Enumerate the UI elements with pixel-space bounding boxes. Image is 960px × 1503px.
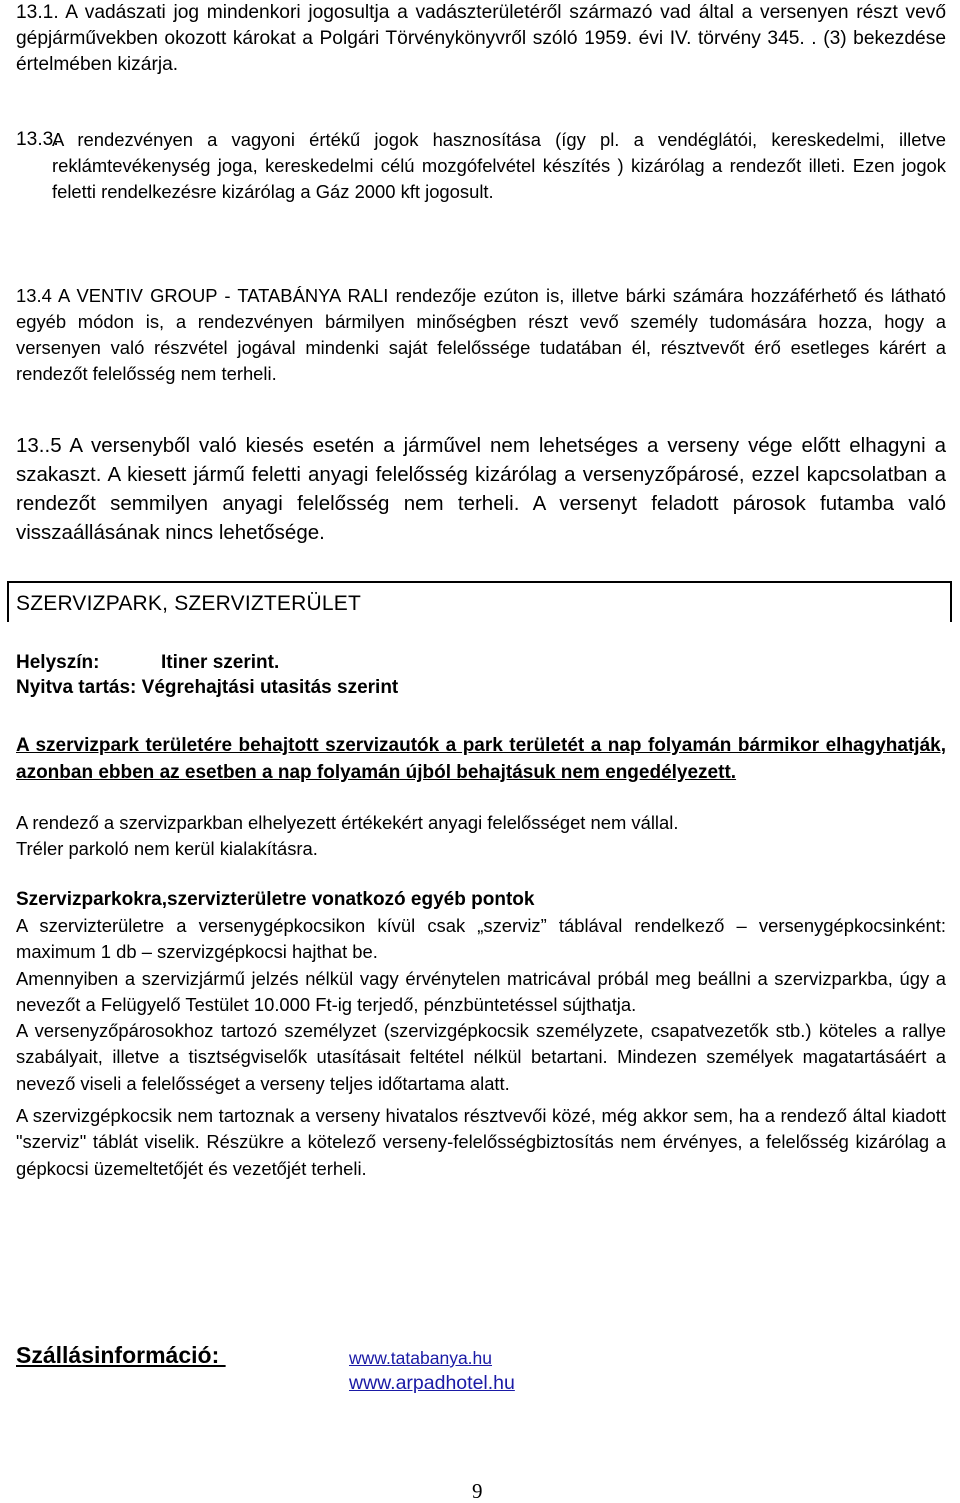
nyitva-tartas-line: Nyitva tartás: Végrehajtási utasitás szerint — [16, 677, 399, 698]
link-tatabanya[interactable]: www.tatabanya.hu — [349, 1348, 493, 1368]
helyszin-label: Helyszín: — [16, 652, 100, 673]
other-point-4: A szervizgépkocsik nem tartoznak a verseny hivatalos résztvevői közé, még akkor sem, ha a rendező által kiadott "szerviz" táblát viselik. Részükre a kötelező verseny-felelősségbiztosítás nem érvényes, a felelősség kizárólag a gépkocsi üzemeltetőjét és vezetőjét terheli. — [16, 1105, 946, 1179]
other-point-2: Amennyiben a szervizjármű jelzés nélkül vagy érvénytelen matricával próbál meg beállni a szervizparkba, úgy a nevezőt a Felügyelő Testület 10.000 Ft-ig terjedő, pénzbüntetéssel sújthatja. — [16, 967, 946, 1015]
other-points-body — [16, 913, 946, 1182]
paragraph-13-3: A rendezvényen a vagyoni értékű jogok hasznosítása (így pl. a vendéglátói, kereskedelmi, illetve reklámtevékenység joga, kereskedelmi célú mozgófelvétel készítés ) kizárólag a rendezőt illeti. Ezen jogok feletti rendelkezésre kizárólag a Gáz 2000 kft jogosult. — [52, 129, 946, 202]
page-number: 9 — [472, 1479, 483, 1503]
liability-statement: A rendező a szervizparkban elhelyezett értékekért anyagi felelősséget nem vállal. — [16, 812, 679, 833]
section-title-szervizpark: SZERVIZPARK, SZERVIZTERÜLET — [16, 592, 361, 615]
paragraph-13-5: 13..5 A versenyből való kiesés esetén a járművel nem lehetséges a verseny vége előtt elhagyni a szakaszt. A kiesett jármű feletti anyagi felelősség kizárólag a versenyzőpárosé, ezzel kapcsolatban a rendezőt semmilyen anyagi felelősség nem terheli. A versenyt feladott párosok futamba való visszaállásának nincs lehetősége. — [16, 434, 946, 544]
trailer-parking-statement: Tréler parkoló nem kerül kialakításra. — [16, 838, 318, 859]
helyszin-value: Itiner szerint. — [161, 652, 280, 673]
paragraph-13-3-number: 13.3. — [16, 129, 59, 150]
link-arpadhotel[interactable]: www.arpadhotel.hu — [349, 1372, 515, 1394]
paragraph-13-1: 13.1. A vadászati jog mindenkori jogosultja a vadászterületéről származó vad által a versenyen részt vevő gépjárművekben okozott károkat a Polgári Törvénykönyvről szóló 1959. évi IV. törvény 345. . (3) bekezdése értelmében kizárja. — [16, 2, 946, 75]
other-point-1: A szervizterületre a versenygépkocsikon kívül csak „szerviz” táblával rendelkező – versenygépkocsinként: maximum 1 db – szervizgépkocsi hajthat be. — [16, 915, 946, 963]
other-points-heading: Szervizparkokra,szervizterületre vonatkozó egyéb pontok — [16, 889, 535, 910]
section-heading-box — [7, 581, 952, 622]
other-point-3: A versenyzőpárosokhoz tartozó személyzet (szervizgépkocsik személyzete, csapatvezetők stb.) köteles a rallye szabályait, illetve a tisztségviselők utasításait feltétel nélkül betartani. Mindezen személyek magatartásáért a nevező viseli a felelősséget a verseny teljes időtartama alatt. — [16, 1020, 946, 1094]
service-park-exit-notice: A szervizpark területére behajtott szervizautók a park területét a nap folyamán bármikor elhagyhatják, azonban ebben az esetben a nap folyamán újból behajtásuk nem engedélyezett. — [16, 735, 946, 783]
accommodation-label: Szállásinformáció: — [16, 1342, 226, 1368]
paragraph-13-3-block — [16, 127, 946, 205]
paragraph-13-4: 13.4 A VENTIV GROUP - TATABÁNYA RALI rendezője ezúton is, illetve bárki számára hozzáférhető és látható egyéb módon is, a rendezvényen bármilyen minőségben részt vevő személy tudomására hozza, hogy a versenyen való részvétel jogával mindenki saját felelőssége tudatában él, résztvevőt érő esetleges kárért a rendezőt felelősség nem terheli. — [16, 285, 946, 384]
helyszin-line — [16, 650, 280, 675]
